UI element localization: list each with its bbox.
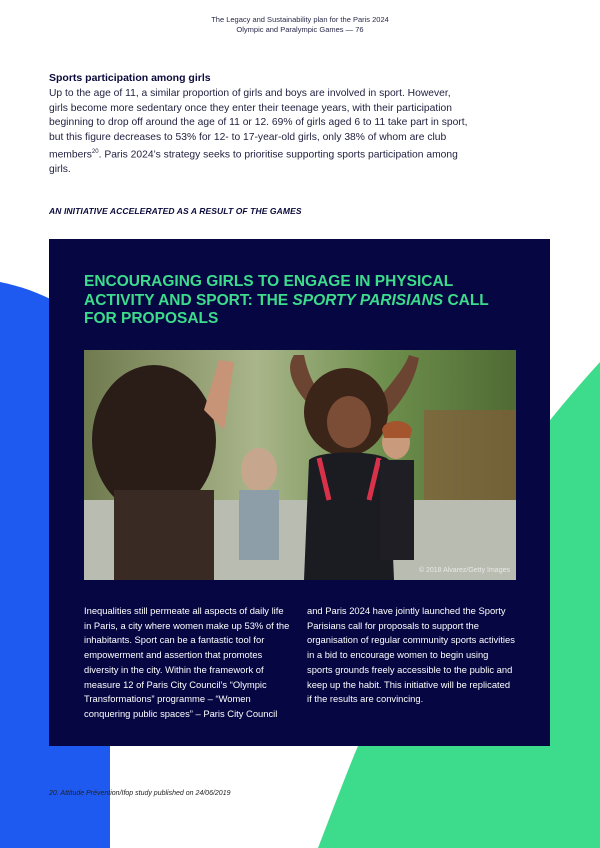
header-line-1: The Legacy and Sustainability plan for the Paris 2024 [211,15,389,24]
feature-column-right: and Paris 2024 have jointly launched the Sporty Parisians call for proposals to support the organisation of regular community sports activities in a bid to encourage women to begin using sports grounds freely accessible to the public and keep up the habit. This initiative will be replicated if the results are convincing. [307,605,515,705]
photo-illustration [84,350,516,580]
header-line-2: Olympic and Paralympic Games — 76 [236,25,364,34]
intro-section [49,72,469,178]
intro-body-text-end: . Paris 2024’s strategy seeks to prioritise supporting sports participation among girls. [49,149,458,176]
feature-title-italic: SPORTY PARISIANS [292,291,444,309]
page-header [200,15,400,35]
footnote-ref: 20 [91,149,99,156]
feature-title-part2: CALL FOR PROPOSALS [84,291,489,327]
feature-photo [84,350,516,580]
feature-column-left: Inequalities still permeate all aspects of daily life in Paris, a city where women make up 53% of the inhabitants. Sport can be a fantastic tool for empowerment and assertion that promotes diversity in the city. Within the framework of measure 12 of Paris City Council’s “Olympic Transformations” programme – “Women conquering public spaces” – Paris City Council [84,605,290,719]
feature-title-part1: ENCOURAGING GIRLS TO ENGAGE IN PHYSICAL ACTIVITY AND SPORT: THE [84,273,453,309]
section-kicker: AN INITIATIVE ACCELERATED AS A RESULT OF THE GAMES [49,206,302,216]
intro-body [49,87,469,178]
intro-body-text: Up to the age of 11, a similar proportion of girls and boys are involved in sport. However, girls become more sedentary once they enter their teenage years, with their participation beginning to drop off around the age of 11 or 12. 69% of girls aged 6 to 11 take part in sport, but this figure decreases to 53% for 12- to 17-year-old girls, only 38% of whom are club members [49,88,468,161]
photo-credit: © 2018 Alvarez/Getty Images [418,567,510,574]
footnote: 20. Attitude Prévention/Ifop study published on 24/06/2019 [49,790,231,797]
intro-title: Sports participation among girls [49,72,211,84]
feature-title [84,273,504,329]
